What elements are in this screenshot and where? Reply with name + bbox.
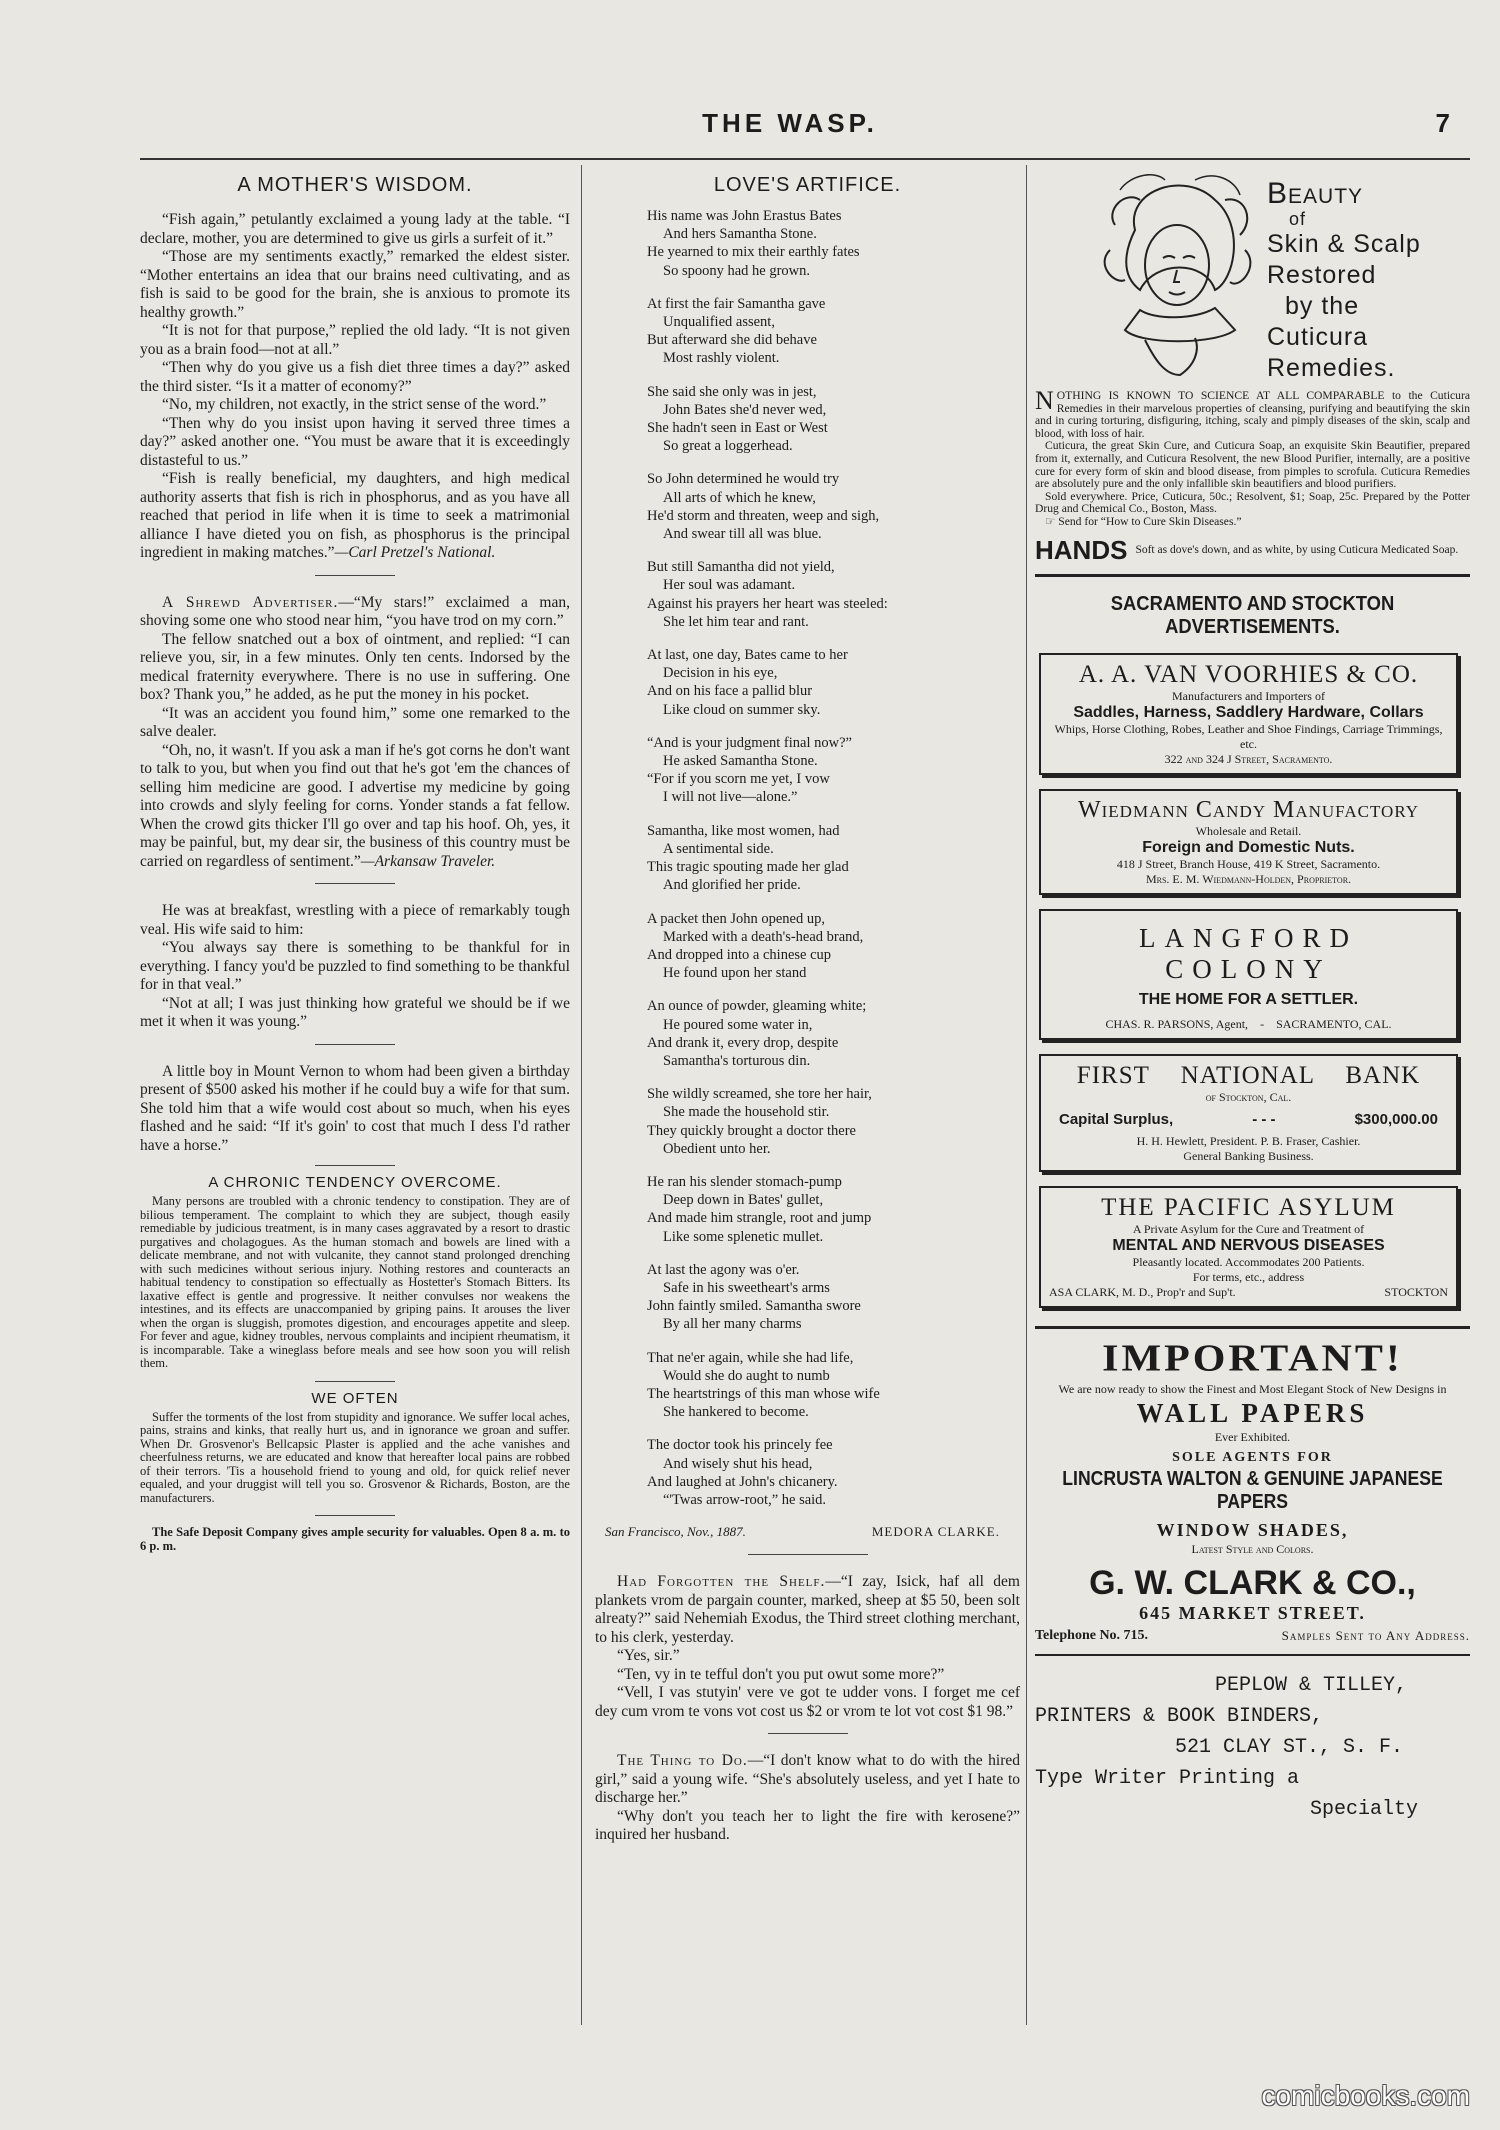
cuticura-ad-body <box>1035 386 1470 529</box>
poem-stanza <box>647 1349 1020 1422</box>
drop-cap: N <box>1035 386 1054 415</box>
ad-line: We are now ready to show the Finest and Most Elegant Stock of New Designs in <box>1058 1381 1447 1396</box>
poem-line: Safe in his sweetheart's arms <box>663 1279 830 1296</box>
separator <box>768 1733 848 1734</box>
poem-line: Marked with a death's-head brand, <box>663 928 864 945</box>
ad-line: Latest Style and Colors. <box>1191 1541 1314 1556</box>
separator <box>748 1554 868 1555</box>
newspaper-title: THE WASP. <box>702 108 878 138</box>
poem-line: That ne'er again, while she had life, <box>647 1349 854 1366</box>
poem-line: She hadn't seen in East or West <box>647 420 828 437</box>
clark-street: 645 MARKET STREET. <box>1139 1602 1366 1623</box>
boy-article: A little boy in Mount Vernon to whom had been given a birthday present of $500 asked his mother if he could buy a wife for that sum. She told him that a wife would cost about so much, when his eyes flashed and he said: “If it's goin' to cost that much I dess I'd rather have a horse.” <box>140 1062 570 1154</box>
poem-stanza <box>647 734 1020 807</box>
clark-ad <box>1035 1335 1470 1644</box>
credit: —Carl Pretzel's National. <box>334 544 496 561</box>
paragraph: Sold everywhere. Price, Cuticura, 50c.; Resolvent, $1; Soap, 25c. Prepared by the Potter Drug and Chemical Co., Boston, Mass. <box>1035 489 1470 516</box>
peplow-ad <box>1035 1670 1470 1825</box>
ad-line: A Private Asylum for the Cure and Treatment of <box>1132 1221 1365 1236</box>
poem-line: Deep down in Bates' gullet, <box>663 1192 824 1209</box>
poem-line: A packet then John opened up, <box>647 910 825 927</box>
ad-line: of Stockton, Cal. <box>1205 1089 1292 1104</box>
headline-line: by the <box>1285 292 1360 320</box>
shelf-article <box>595 1573 1020 1721</box>
divider <box>1035 1654 1470 1656</box>
location: SACRAMENTO, CAL. <box>1276 1016 1392 1031</box>
ad-line: Wholesale and Retail. <box>1195 823 1302 838</box>
poem-author: MEDORA CLARKE. <box>871 1524 1000 1540</box>
poem-line: All arts of which he knew, <box>663 489 816 506</box>
poem-line: And drank it, every drop, despite <box>647 1034 839 1051</box>
ad-address: 322 and 324 J Street, Sacramento. <box>1164 751 1333 766</box>
poem-stanza <box>647 558 1020 631</box>
ad-line: Specialty <box>1310 1797 1419 1821</box>
poem-line: I will not live—alone.” <box>663 789 798 806</box>
poem-line: So great a loggerhead. <box>663 438 793 455</box>
window-shades: WINDOW SHADES, <box>1156 1519 1349 1540</box>
paragraph: The fellow snatched out a box of ointment, and replied: “I can relieve you, sir, in a few minutes. Only ten cents. Indorsed by the medical fraternity everywhere. There is no use in suffering. One box? Thank you,” he added, as he put the money in his pocket. <box>140 630 570 703</box>
poem-line: And on his face a pallid blur <box>647 683 813 700</box>
hands-word: HANDS <box>1035 534 1128 565</box>
article-lead: The Thing to Do. <box>617 1752 748 1770</box>
paragraph: “Yes, sir.” <box>617 1647 680 1665</box>
shrewd-advertiser-article <box>140 594 570 872</box>
poem-line: At first the fair Samantha gave <box>647 295 826 312</box>
poem-stanza <box>647 470 1020 543</box>
poem-place-date: San Francisco, Nov., 1887. <box>605 1524 746 1540</box>
mothers-wisdom-article <box>140 211 570 563</box>
headline-line: Beauty <box>1267 177 1364 210</box>
ad-line: Foreign and Domestic Nuts. <box>1142 838 1355 856</box>
poem-line: His name was John Erastus Bates <box>647 208 842 224</box>
poem-line: Samantha, like most women, had <box>647 822 840 839</box>
poem-line: At last, one day, Bates came to her <box>647 647 848 664</box>
poem-line: She wildly screamed, she tore her hair, <box>647 1086 872 1103</box>
poem-line: And dropped into a chinese cup <box>647 946 832 963</box>
paragraph: “It is not for that purpose,” replied the old lady. “It is not given you as a brain food—not at all.” <box>140 322 570 358</box>
poem-line: John Bates she'd never wed, <box>663 401 827 418</box>
paragraph: “Those are my sentiments exactly,” remarked the eldest sister. “Mother entertains an idea that our brains need cultivating, and as fish is said to be good for the brain, she is anxious to promote its healthy growth.” <box>140 248 570 321</box>
poem-line: John faintly smiled. Samantha swore <box>647 1298 861 1315</box>
paragraph-text: —“My stars!” exclaimed a man, shoving some one who stood near him, “you have trod on my corn.” <box>140 593 570 629</box>
poem-stanza <box>647 1261 1020 1334</box>
poem-line: They quickly brought a doctor there <box>647 1122 856 1139</box>
poem-heading: LOVE'S ARTIFICE. <box>713 174 902 196</box>
credit: —Arkansaw Traveler. <box>360 852 496 870</box>
article-lead: A Shrewd Advertiser. <box>162 593 339 611</box>
masthead <box>120 108 1460 148</box>
ad-line: MENTAL AND NERVOUS DISEASES <box>1112 1236 1385 1254</box>
poem-stanza <box>647 1085 1020 1158</box>
poem-stanza <box>647 910 1020 983</box>
divider <box>1035 1326 1470 1329</box>
separator <box>315 1044 395 1045</box>
we-often-article: Suffer the torments of the lost from stupidity and ignorance. We suffer local aches, pains, strains and kinks, that really hurt us, and in ignorance we groan and suffer. When Dr. Grosvenor's Bellcapsic Plaster is applied and the ache vanishes and cheerfulness returns, we are educated and know that hereafter local pains are robbed of their terrors. 'Tis a household friend to young and old, for quick relief never equaled, and your druggist will tell you so. Grosvenor & Richards, Boston, are the manufacturers. <box>140 1409 570 1505</box>
column-left <box>140 168 570 1553</box>
poem-line: “And is your judgment final now?” <box>647 734 852 751</box>
poem-line: And glorified her pride. <box>663 877 801 894</box>
paragraph: He was at breakfast, wrestling with a piece of remarkably tough veal. His wife said to him: <box>140 902 570 938</box>
paragraph: Cuticura, the great Skin Cure, and Cuticura Soap, an exquisite Skin Beautifier, prepared from it, externally, and Cuticura Resolvent, the new Blood Purifier, internally, are a positive cure for every form of skin and blood disease, from pimples to scrofula. Cuticura Remedies are absolutely pure and the only infallible skin beautifiers and blood purifiers. <box>1035 439 1470 491</box>
ad-line: For terms, etc., address <box>1192 1269 1305 1284</box>
poem-signature <box>605 1524 1000 1540</box>
poem-line: But afterward she did behave <box>647 332 817 349</box>
paragraph-text: OTHING IS KNOWN TO SCIENCE AT ALL COMPARABLE to the Cuticura Remedies in their marvelous properties of cleansing, purifying and beautifying the skin and in curing torturing, disfiguring, itching, scaly and pimply diseases of the skin, scalp and blood, with loss of hair. <box>1035 389 1470 440</box>
poem-line: The heartstrings of this man whose wife <box>647 1385 880 1402</box>
poem-line: But still Samantha did not yield, <box>647 559 835 576</box>
poem-line: He asked Samantha Stone. <box>663 753 818 770</box>
poem-stanza <box>647 295 1020 368</box>
paragraph: “No, my children, not exactly, in the strict sense of the word.” <box>162 396 547 413</box>
poem-line: He poured some water in, <box>663 1016 813 1033</box>
column-right <box>1035 168 1470 1825</box>
paragraph <box>1035 386 1470 440</box>
poem-line: Most rashly violent. <box>663 350 780 367</box>
paragraph-text: —“I zay, Isick, haf all dem plankets vrom de pargain counter, marked, sheep at $5 50, been solt alreaty?” said Nehemiah Exodus, the Third street clothing merchant, to his clerk, yesterday. <box>595 1573 1020 1646</box>
ad-line: Mrs. E. M. Wiedmann-Holden, Proprietor. <box>1145 871 1352 886</box>
ad-line: Ever Exhibited. <box>1214 1429 1291 1444</box>
poem-line: He found upon her stand <box>663 965 807 982</box>
poem-line: And swear till all was blue. <box>663 526 822 543</box>
poem-line: And hers Samantha Stone. <box>663 226 817 243</box>
bank-ad <box>1039 1054 1458 1172</box>
paragraph: “It was an accident you found him,” some one remarked to the salve dealer. <box>140 704 570 740</box>
ad-line: Pleasantly located. Accommodates 200 Patients. <box>1132 1254 1365 1269</box>
poem-line: He'd storm and threaten, weep and sigh, <box>647 507 880 524</box>
paragraph <box>140 742 570 872</box>
poem-line: And wisely shut his head, <box>663 1455 813 1472</box>
poem-line: Obedient unto her. <box>663 1140 771 1157</box>
header-rule <box>140 158 1470 160</box>
poem-line: She let him tear and rant. <box>663 613 809 630</box>
proprietor: ASA CLARK, M. D., Prop'r and Sup't. <box>1049 1284 1236 1299</box>
paragraph: “Ten, vy in te tefful don't you put owut some more?” <box>617 1665 945 1683</box>
ad-line: 521 CLAY ST., S. F. <box>1175 1735 1404 1759</box>
paragraph: “Why don't you teach her to light the fire with kerosene?” inquired her husband. <box>595 1807 1020 1844</box>
important-title: IMPORTANT! <box>1102 1337 1403 1380</box>
paragraph: “You always say there is something to be thankful for in everything. I fancy you'd be puzzled to find something to be thankful for in that veal.” <box>140 939 570 993</box>
poem-line: Against his prayers her heart was steeled: <box>647 595 888 612</box>
paragraph: ☞ Send for “How to Cure Skin Diseases.” <box>1045 514 1242 528</box>
ad-line: PRINTERS & BOOK BINDERS, <box>1035 1704 1324 1728</box>
ad-line: PEPLOW & TILLEY, <box>1215 1673 1408 1697</box>
we-often-heading: WE OFTEN <box>311 1389 399 1407</box>
ad-line <box>1049 1017 1448 1032</box>
capital-row <box>1059 1111 1438 1128</box>
ad-title: Wiedmann Candy Manufactory <box>1077 796 1420 823</box>
asylum-ad <box>1039 1186 1458 1308</box>
woman-portrait-illustration <box>1095 170 1255 380</box>
paragraph <box>595 1573 1020 1647</box>
headline-line: of <box>1289 209 1307 229</box>
paragraph: “Vell, I vas stutyin' vere ve got te udder vons. I forget me cef dey cum vrom te vons vot cost us $2 or vrom te lot vot cost $1 98.” <box>595 1684 1020 1720</box>
ad-line <box>1049 1285 1448 1300</box>
paragraph-text: —“I don't know what to do with the hired girl,” said a young wife. “She's absolutely useless, and yet I hate to discharge her.” <box>595 1752 1020 1807</box>
poem-line: At last the agony was o'er. <box>647 1261 800 1278</box>
ad-line: Manufacturers and Importers of <box>1172 688 1325 703</box>
poem-body <box>595 207 1020 1509</box>
poem-line: By all her many charms <box>663 1316 802 1333</box>
poem-line: Would she do aught to numb <box>663 1367 830 1384</box>
poem-line: Decision in his eye, <box>663 665 778 682</box>
poem-stanza <box>647 1173 1020 1246</box>
poem-line: And laughed at John's chicanery. <box>647 1473 838 1490</box>
ad-line: THE HOME FOR A SETTLER. <box>1138 990 1359 1008</box>
poem-line: “For if you scorn me yet, I vow <box>647 771 830 788</box>
ad-line: 418 J Street, Branch House, 419 K Street, Sacramento. <box>1116 856 1381 871</box>
telephone: Telephone No. 715. <box>1035 1627 1149 1643</box>
poem-line: She hankered to become. <box>663 1404 809 1421</box>
wall-papers-title: WALL PAPERS <box>1136 1397 1369 1428</box>
separator <box>315 1515 395 1516</box>
lincrusta-line: LINCRUSTA WALTON & GENUINE JAPANESE PAPERS <box>1062 1467 1443 1513</box>
capital-value: $300,000.00 <box>1354 1110 1438 1128</box>
mothers-wisdom-heading: A MOTHER'S WISDOM. <box>237 174 473 196</box>
poem-stanza <box>647 646 1020 719</box>
poem-line: An ounce of powder, gleaming white; <box>647 998 867 1015</box>
ad-line: H. H. Hewlett, President. P. B. Fraser, Cashier. <box>1136 1133 1361 1148</box>
chronic-article: Many persons are troubled with a chronic tendency to constipation. They are of bilious temperament. The complaint to which they are subject, though easily remediable by judicious treatment, is in many cases aggravated by a resort to drastic purgatives and cholagogues. As the human stomach and bowels are lined with a delicate membrane, and not with vulcanite, they cannot stand prolonged drenching with such medicines without serious injury. Nothing restores and counteracts an habitual tendency to constipation so effectually as Hostetter's Stomach Bitters. Its laxative effect is gentle and progressive. It neither convulses nor weakens the intestines, and its effects are unaccompanied by griping pains. It arouses the liver when the organ is sluggish, promotes digestion, and encourages appetite and sleep. For fever and ague, kidney troubles, nervous complaints and incipient rheumatism, it is incomparable. Take a wineglass before meals and see how soon you will relish them. <box>140 1194 570 1370</box>
column-divider-2 <box>1026 165 1027 2025</box>
ad-title: FIRST NATIONAL BANK <box>1076 1061 1421 1089</box>
column-middle <box>595 168 1020 1845</box>
poem-line: She made the household stir. <box>663 1104 830 1121</box>
poem-line: This tragic spouting made her glad <box>647 859 849 876</box>
poem-stanza <box>647 207 1020 280</box>
poem-line: A sentimental side. <box>663 840 774 857</box>
poem-line: So John determined he would try <box>647 471 840 488</box>
clark-name: G. W. CLARK & CO., <box>1089 1563 1416 1602</box>
clark-contact <box>1035 1628 1470 1644</box>
poem-line: Samantha's torturous din. <box>663 1052 811 1069</box>
poem-stanza <box>647 383 1020 456</box>
poem-line: She said she only was in jest, <box>647 383 817 400</box>
capital-dashes: - - - <box>1252 1110 1276 1128</box>
safe-deposit-notice: The Safe Deposit Company gives ample security for valuables. Open 8 a. m. to 6 p. m. <box>140 1525 570 1553</box>
separator <box>315 883 395 884</box>
ad-line: General Banking Business. <box>1183 1148 1314 1163</box>
paragraph <box>140 594 570 631</box>
headline-line: Cuticura <box>1267 323 1369 351</box>
poem-line: He ran his slender stomach-pump <box>647 1173 842 1190</box>
separator <box>315 1165 395 1166</box>
separator <box>315 575 395 576</box>
poem-line: Unqualified assent, <box>663 314 775 331</box>
paragraph-text: “Fish is really beneficial, my daughters, and high medical authority asserts that fish is rich in phosphorus, and as you have all reached that period in life when it is time to seek a matrimonial alliance I have dieted you on fish, as phosphorus is the principal ingredient in making matches.” <box>140 470 570 561</box>
paragraph: “Fish again,” petulantly exclaimed a young lady at the table. “I declare, mother, you are determined to give us girls a surfeit of it.” <box>140 211 570 247</box>
poem-line: So spoony had he grown. <box>663 262 811 279</box>
paragraph <box>595 1752 1020 1808</box>
headline-line: Remedies. <box>1267 354 1396 382</box>
poem-line: He yearned to mix their earthly fates <box>647 244 860 261</box>
veal-article <box>140 902 570 1032</box>
paragraph: “Then why do you insist upon having it served three times a day?” asked another one. “You must be aware that it is exceedingly distasteful to us.” <box>140 414 570 469</box>
article-lead: Had Forgotten the Shelf. <box>617 1573 826 1591</box>
divider <box>1035 574 1470 577</box>
page-number: 7 <box>1435 108 1450 138</box>
wiedmann-ad <box>1039 789 1458 895</box>
ad-title: LANGFORD COLONY <box>1138 922 1358 984</box>
separator <box>315 1381 395 1382</box>
agent: CHAS. R. PARSONS, Agent, <box>1105 1016 1249 1031</box>
poem-line: “'Twas arrow-root,” he said. <box>663 1491 827 1508</box>
watermark-logo: comicbooks.com <box>1261 2080 1470 2111</box>
cuticura-headline <box>1267 178 1421 384</box>
poem-stanza <box>647 997 1020 1070</box>
paragraph-text: “Oh, no, it wasn't. If you ask a man if he's got corns he don't want to talk to you, but when you find out that he's got 'em the chances of selling him medicine are good. I advertise my medicine by going into crowds and slyly feeling for corns. Yonder stands a fat fellow. When the crowd gits thicker I'll go over and tap his hoof. Oh, yes, it may be painful, but, my dear sir, the business of this country must be carried on regardless of sentiment.” <box>140 741 570 870</box>
location: STOCKTON <box>1384 1284 1448 1299</box>
ad-line: Type Writer Printing a <box>1035 1766 1300 1790</box>
paragraph: “Then why do you give us a fish diet three times a day?” asked the third sister. “Is it a matter of economy?” <box>140 359 570 395</box>
samples-note: Samples Sent to Any Address. <box>1281 1627 1470 1643</box>
poem-line: The doctor took his princely fee <box>647 1437 833 1454</box>
sacramento-heading: SACRAMENTO AND STOCKTON ADVERTISEMENTS. <box>1110 592 1395 638</box>
vanvoorhies-ad <box>1039 653 1458 775</box>
column-divider-1 <box>581 165 582 2025</box>
ad-line: Saddles, Harness, Saddlery Hardware, Collars <box>1073 703 1424 721</box>
capital-label: Capital Surplus, <box>1059 1110 1174 1128</box>
hands-text: Soft as dove's down, and as white, by using Cuticura Medicated Soap. <box>1135 543 1459 556</box>
sole-agents: SOLE AGENTS FOR <box>1172 1449 1333 1465</box>
paragraph: “Not at all; I was just thinking how grateful we should be if we met it when it was young.” <box>140 994 570 1030</box>
poem-stanza <box>647 822 1020 895</box>
poem-line: And made him strangle, root and jump <box>647 1210 872 1227</box>
ad-title: THE PACIFIC ASYLUM <box>1101 1193 1396 1221</box>
headline-line: Skin & Scalp <box>1267 230 1421 258</box>
poem-line: Her soul was adamant. <box>663 577 796 594</box>
hands-ad <box>1035 535 1470 566</box>
cuticura-ad-banner <box>1035 168 1470 390</box>
ad-line: Whips, Horse Clothing, Robes, Leather and Shoe Findings, Carriage Trimmings, etc. <box>1054 721 1443 751</box>
poem-line: Like cloud on summer sky. <box>663 701 821 718</box>
thing-to-do-article <box>595 1752 1020 1845</box>
headline-line: Restored <box>1267 261 1377 289</box>
poem-line: Like some splenetic mullet. <box>663 1228 824 1245</box>
poem-stanza <box>647 1436 1020 1509</box>
ad-title: A. A. VAN VOORHIES & CO. <box>1078 660 1419 688</box>
chronic-heading: A CHRONIC TENDENCY OVERCOME. <box>208 1174 502 1191</box>
langford-ad <box>1039 909 1458 1040</box>
dash: - <box>1260 1016 1265 1031</box>
paragraph <box>140 470 570 563</box>
